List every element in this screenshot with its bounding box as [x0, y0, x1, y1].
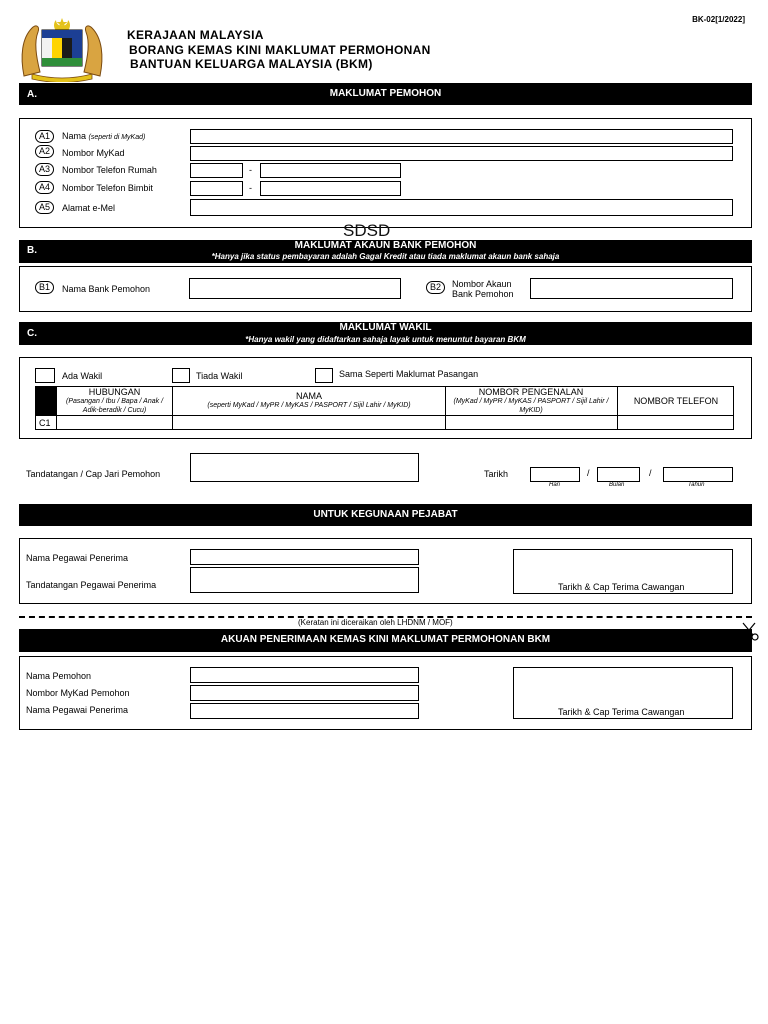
slash-1: /	[587, 468, 590, 478]
office-stamp-label: Tarikh & Cap Terima Cawangan	[558, 582, 685, 592]
label-mykad: Nombor MyKad	[62, 148, 125, 158]
label-sama-pasangan: Sama Seperti Maklumat Pasangan	[339, 369, 479, 379]
col-nama-hint: (seperti MyKad / MyPR / MyKAS / PASPORT / Sijil Lahir / MyKID)	[207, 402, 411, 409]
input-telefon-bimbit-code[interactable]	[190, 181, 243, 196]
col-nama-title: NAMA	[295, 391, 322, 401]
input-wakil-telefon[interactable]	[618, 416, 733, 429]
office-header	[19, 504, 752, 526]
cut-note: (Keratan ini diceraikan oleh LHDNM / MOF)	[298, 618, 453, 627]
header-title-1: KERAJAAN MALAYSIA	[127, 28, 264, 42]
label-telefon-rumah: Nombor Telefon Rumah	[62, 165, 157, 175]
form-code: BK-02[1/2022]	[692, 15, 745, 24]
header-title-2: BORANG KEMAS KINI MAKLUMAT PERMOHONAN	[129, 43, 431, 57]
input-telefon-rumah[interactable]	[260, 163, 401, 178]
tag-a3: A3	[35, 163, 54, 176]
header-title-3: BANTUAN KELUARGA MALAYSIA (BKM)	[130, 57, 373, 71]
wakil-table-header-tag-cell	[36, 387, 56, 415]
input-hubungan[interactable]	[57, 416, 172, 429]
input-email[interactable]	[190, 199, 733, 216]
slash-2: /	[649, 468, 652, 478]
input-mykad[interactable]	[190, 146, 733, 161]
dash-bimbit: -	[249, 183, 252, 193]
label-nama	[62, 131, 145, 141]
label-telefon-bimbit: Nombor Telefon Bimbit	[62, 183, 153, 193]
section-c-subtitle: *Hanya wakil yang didaftarkan sahaja layak untuk menuntut bayaran BKM	[245, 335, 526, 344]
section-c-letter: C.	[27, 328, 37, 339]
input-tahun[interactable]	[663, 467, 733, 482]
label-tarikh: Tarikh	[484, 469, 509, 479]
row-tag-c1: C1	[39, 418, 51, 428]
receipt-stamp-label: Tarikh & Cap Terima Cawangan	[558, 707, 685, 717]
col-pengenalan-title: NOMBOR PENGENALAN	[478, 387, 584, 397]
tag-a1: A1	[35, 130, 54, 143]
label-nama-bank: Nama Bank Pemohon	[62, 284, 151, 294]
input-receipt-applicant-ic[interactable]	[190, 685, 419, 701]
tag-a2: A2	[35, 145, 54, 158]
receipt-header	[19, 629, 752, 652]
coat-of-arms-logo	[18, 16, 106, 82]
input-office-officer-sign[interactable]	[190, 567, 419, 593]
label-receipt-applicant-ic: Nombor MyKad Pemohon	[26, 688, 130, 698]
col-hubungan-title: HUBUNGAN	[88, 387, 141, 397]
input-wakil-nama[interactable]	[173, 416, 445, 429]
label-no-akaun-2: Bank Pemohon	[452, 289, 514, 299]
checkbox-ada-wakil[interactable]	[35, 368, 55, 383]
col-nama	[173, 391, 445, 410]
section-a-title: MAKLUMAT PEMOHON	[329, 88, 442, 99]
input-nama-bank[interactable]	[189, 278, 401, 299]
tag-b2: B2	[426, 281, 445, 294]
input-no-akaun[interactable]	[530, 278, 733, 299]
label-receipt-officer-name: Nama Pegawai Penerima	[26, 705, 129, 715]
checkbox-tiada-wakil[interactable]	[172, 368, 190, 383]
col-hubungan	[58, 387, 171, 415]
col-pengenalan-hint: (MyKad / MyPR / MyKAS / PASPORT / Sijil Lahir / MyKID)	[453, 398, 609, 414]
section-b-subtitle: *Hanya jika status pembayaran adalah Gagal Kredit atau tiada maklumat akaun bank sahaja	[211, 252, 560, 261]
label-receipt-applicant-name: Nama Pemohon	[26, 671, 92, 681]
receipt-title: AKUAN PENERIMAAN KEMAS KINI MAKLUMAT PERMOHONAN BKM	[220, 634, 551, 645]
tag-b1: B1	[35, 281, 54, 294]
col-telefon-title: NOMBOR TELEFON	[633, 396, 719, 406]
label-no-akaun-1: Nombor Akaun	[452, 279, 512, 289]
section-b-header	[19, 240, 752, 263]
input-hari[interactable]	[530, 467, 580, 482]
input-tandatangan[interactable]	[190, 453, 419, 482]
col-pengenalan	[450, 387, 612, 415]
input-wakil-pengenalan[interactable]	[446, 416, 617, 429]
col-hubungan-hint: (Pasangan / Ibu / Bapa / Anak / Adik-beradik / Cucu)	[65, 398, 164, 414]
input-telefon-bimbit[interactable]	[260, 181, 401, 196]
label-tandatangan: Tandatangan / Cap Jari Pemohon	[26, 469, 161, 479]
section-c-header	[19, 322, 752, 345]
caption-tahun: Tahun	[688, 482, 705, 488]
section-c-title: MAKLUMAT WAKIL	[339, 322, 432, 333]
input-receipt-applicant-name[interactable]	[190, 667, 419, 683]
checkbox-sama-pasangan[interactable]	[315, 368, 333, 383]
tag-a5: A5	[35, 201, 54, 214]
section-a-header	[19, 83, 752, 105]
input-office-officer-name[interactable]	[190, 549, 419, 565]
label-ada-wakil: Ada Wakil	[62, 371, 103, 381]
section-b-letter: B.	[27, 245, 37, 256]
label-email: Alamat e-Mel	[62, 203, 116, 213]
section-b-title: MAKLUMAT AKAUN BANK PEMOHON	[294, 240, 477, 251]
overlay-text: SDSD	[343, 221, 391, 240]
input-telefon-rumah-code[interactable]	[190, 163, 243, 178]
dash-rumah: -	[249, 165, 252, 175]
label-office-officer-sign: Tandatangan Pegawai Penerima	[26, 580, 157, 590]
caption-bulan: Bulan	[609, 482, 625, 488]
col-telefon	[618, 396, 734, 406]
input-receipt-officer-name[interactable]	[190, 703, 419, 719]
label-tiada-wakil: Tiada Wakil	[196, 371, 243, 381]
caption-hari: Hari	[549, 482, 561, 488]
label-nama-text: Nama	[62, 131, 87, 141]
tag-a4: A4	[35, 181, 54, 194]
section-a-letter: A.	[27, 89, 37, 100]
office-title: UNTUK KEGUNAAN PEJABAT	[313, 509, 458, 520]
input-nama[interactable]	[190, 129, 733, 144]
label-office-officer-name: Nama Pegawai Penerima	[26, 553, 129, 563]
label-nama-hint: (seperti di MyKad)	[88, 134, 146, 141]
input-bulan[interactable]	[597, 467, 640, 482]
